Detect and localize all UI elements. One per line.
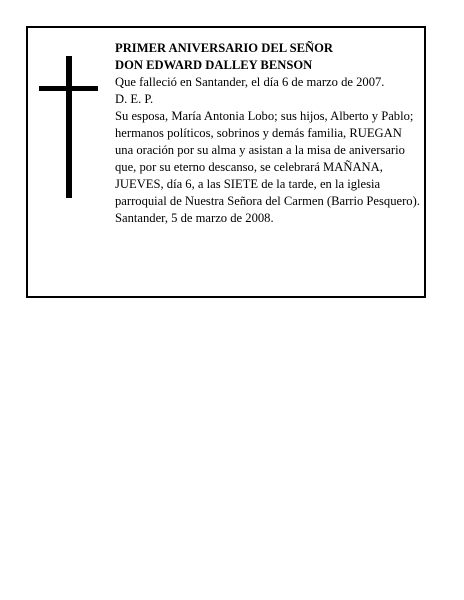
notice-text	[115, 40, 420, 227]
cross-icon	[28, 28, 108, 228]
notice-date: Santander, 5 de marzo de 2008.	[115, 211, 274, 225]
obituary-notice	[26, 26, 426, 298]
death-info: Que falleció en Santander, el día 6 de marzo de 2007.	[115, 75, 385, 89]
notice-body: Su esposa, María Antonia Lobo; sus hijos, Alberto y Pablo; hermanos políticos, sobrinos y demás familia, RUEGAN una oración por su alma y asistan a la misa de aniversario que, por su eterno descanso, se celebrará MAÑANA, JUEVES, día 6, a las SIETE de la tarde, en la iglesia parroquial de Nuestra Señora del Carmen (Barrio Pesquero).	[115, 109, 420, 208]
cross-horizontal-bar	[39, 86, 98, 91]
cross-vertical-bar	[66, 56, 72, 198]
rip-line: D. E. P.	[115, 92, 154, 106]
notice-title-line2: DON EDWARD DALLEY BENSON	[115, 58, 313, 72]
notice-title-line1: PRIMER ANIVERSARIO DEL SEÑOR	[115, 41, 333, 55]
